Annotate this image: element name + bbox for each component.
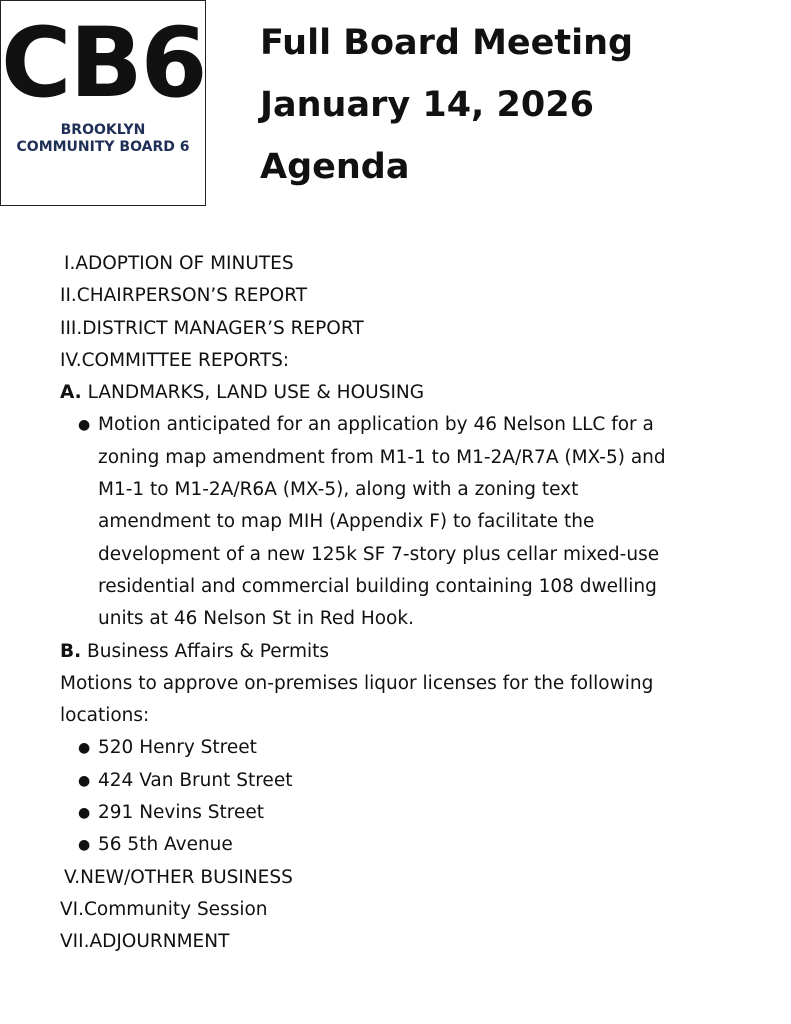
agenda-list: [60, 248, 700, 959]
agenda-item-3: III.DISTRICT MANAGER’S REPORT: [60, 317, 364, 339]
agenda-item-2: II.CHAIRPERSON’S REPORT: [60, 285, 308, 307]
motion-b-line: locations:: [60, 705, 150, 727]
list-item: [60, 732, 700, 764]
location-text: 424 Van Brunt Street: [98, 769, 293, 791]
section-a-heading: [60, 377, 700, 409]
motion-a-line: zoning map amendment from M1-1 to M1-2A/R7A (MX-5) and: [98, 446, 666, 468]
list-item: [60, 409, 700, 635]
cb6-logo: [0, 0, 206, 206]
title-line-2: January 14, 2026: [260, 85, 594, 125]
section-b-heading: [60, 636, 700, 668]
section-b-letter: B.: [60, 640, 82, 662]
location-text: 291 Nevins Street: [98, 802, 264, 824]
bullet-icon: ●: [78, 805, 91, 822]
bullet-icon: ●: [78, 417, 91, 434]
bullet-icon: ●: [78, 837, 91, 854]
section-a-motions: [60, 409, 700, 635]
motion-a-line: M1-1 to M1-2A/R6A (MX-5), along with a zoning text: [98, 479, 579, 501]
list-item: [60, 829, 700, 861]
list-item: [60, 765, 700, 797]
motion-a-line: amendment to map MIH (Appendix F) to facilitate the: [98, 511, 595, 533]
location-text: 520 Henry Street: [98, 737, 257, 759]
motion-a-line: residential and commercial building containing 108 dwelling: [98, 575, 657, 597]
section-a-letter: A.: [60, 382, 82, 404]
motion-a-line: Motion anticipated for an application by 46 Nelson LLC for a: [98, 414, 654, 436]
location-text: 56 5th Avenue: [98, 834, 233, 856]
bullet-icon: ●: [78, 772, 91, 789]
agenda-item-4: IV.COMMITTEE REPORTS:: [60, 349, 290, 371]
title-line-3: Agenda: [260, 147, 410, 187]
section-a-label: LANDMARKS, LAND USE & HOUSING: [87, 382, 425, 404]
logo-line-community-board: COMMUNITY BOARD 6: [16, 139, 190, 155]
agenda-item-5: V.NEW/OTHER BUSINESS: [64, 866, 293, 888]
title-line-1: Full Board Meeting: [260, 23, 634, 63]
agenda-item-1: I.ADOPTION OF MINUTES: [64, 253, 294, 274]
agenda-item-7: VII.ADJOURNMENT: [60, 931, 230, 953]
motion-a-line: development of a new 125k SF 7-story plus cellar mixed-use: [98, 543, 660, 565]
page-title: [260, 12, 633, 198]
logo-mark: CB6: [1, 7, 206, 119]
agenda-item-6: VI.Community Session: [60, 898, 268, 920]
section-b-label: Business Affairs & Permits: [87, 640, 330, 662]
logo-line-brooklyn: BROOKLYN: [60, 122, 146, 138]
location-list: [60, 732, 700, 861]
bullet-icon: ●: [78, 740, 91, 757]
list-item: [60, 797, 700, 829]
motion-a-line: units at 46 Nelson St in Red Hook.: [98, 608, 414, 630]
motion-b-line: Motions to approve on-premises liquor licenses for the following: [60, 672, 654, 694]
